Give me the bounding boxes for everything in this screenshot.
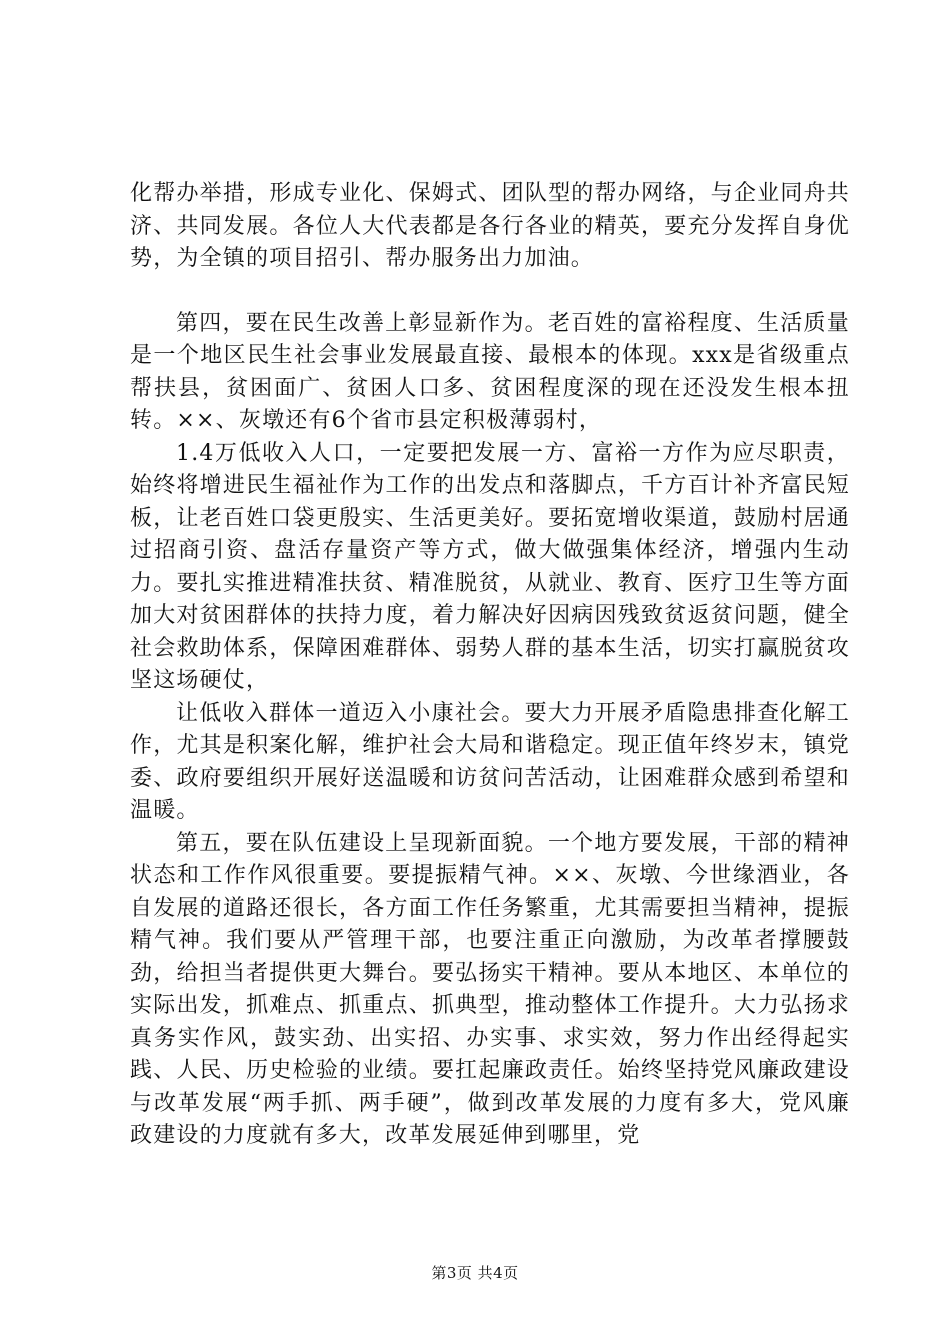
- page-footer: [0, 1262, 950, 1283]
- paragraph-3: 1.4万低收入人口，一定要把发展一方、富裕一方作为应尽职责，始终将增进民生福祉作为工作的出发点和落脚点，千方百计补齐富民短板，让老百姓口袋更殷实、生活更美好。要拓宽增收渠道，鼓励村居通过招商引资、盘活存量资产等方式，做大做强集体经济，增强内生动力。要扎实推进精准扶贫、精准脱贫，从就业、教育、医疗卫生等方面加大对贫困群体的扶持力度，着力解决好因病因残致贫返贫问题，健全社会救助体系，保障困难群体、弱势人群的基本生活，切实打赢脱贫攻坚这场硬仗，: [130, 440, 850, 693]
- paragraph-4: 让低收入群体一道迈入小康社会。要大力开展矛盾隐患排查化解工作，尤其是积案化解，维护社会大局和谐稳定。现正值年终岁末，镇党委、政府要组织开展好送温暖和访贫问苦活动，让困难群众感到希望和温暖。: [130, 700, 850, 823]
- paragraph-1: 化帮办举措，形成专业化、保姆式、团队型的帮办网络，与企业同舟共济、共同发展。各位人大代表都是各行各业的精英，要充分发挥自身优势，为全镇的项目招引、帮办服务出力加油。: [130, 181, 850, 271]
- paragraph-2: 第四，要在民生改善上彰显新作为。老百姓的富裕程度、生活质量是一个地区民生社会事业发展最直接、最根本的体现。xxx是省级重点帮扶县，贫困面广、贫困人口多、贫困程度深的现在还没发生根本扭转。××、灰墩还有6个省市县定积极薄弱村，: [130, 310, 850, 433]
- document-body: [130, 178, 850, 1153]
- page-number-label: 第3页 共4页: [431, 1264, 519, 1282]
- paragraph-5: 第五，要在队伍建设上呈现新面貌。一个地方要发展，干部的精神状态和工作作风很重要。要提振精气神。××、灰墩、今世缘酒业，各自发展的道路还很长，各方面工作任务繁重，尤其需要担当精神，提振精气神。我们要从严管理干部，也要注重正向激励，为改革者撑腰鼓劲，给担当者提供更大舞台。要弘扬实干精神。要从本地区、本单位的实际出发，抓难点、抓重点、抓典型，推动整体工作提升。大力弘扬求真务实作风，鼓实劲、出实招、办实事、求实效，努力作出经得起实践、人民、历史检验的业绩。要扛起廉政责任。始终坚持党风廉政建设与改革发展“两手抓、两手硬”，做到改革发展的力度有多大，党风廉政建设的力度就有多大，改革发展延伸到哪里，党: [130, 830, 850, 1148]
